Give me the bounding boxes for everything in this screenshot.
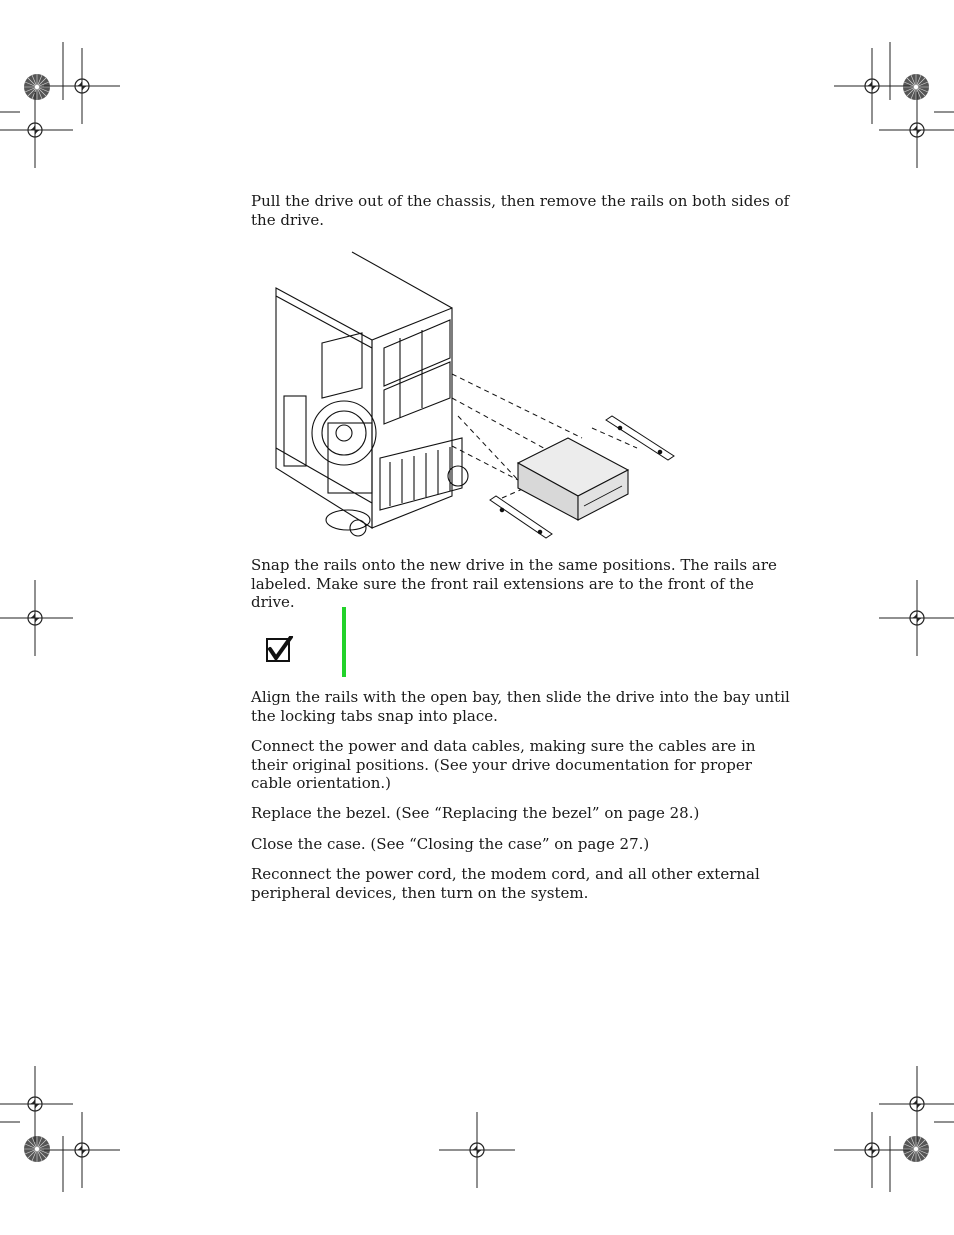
drive-removal-illustration [262,248,692,544]
step-2-text: Snap the rails onto the new drive in the same positions. The rails are labeled. Make sure the front rail extensions are to the front of the drive. [251,556,777,611]
checkmark-note-icon [264,636,294,666]
step-7-text: Reconnect the power cord, the modem cord, and all other external peripheral devices, then turn on the system. [251,865,760,902]
step-1-text: Pull the drive out of the chassis, then remove the rails on both sides of the drive. [251,192,790,229]
note-accent-bar [342,607,346,677]
step-6-text: Close the case. (See “Closing the case” on page 27.) [251,835,650,853]
step-5-text: Replace the bezel. (See “Replacing the bezel” on page 28.) [251,804,700,822]
step-4-text: Connect the power and data cables, making sure the cables are in their original positions. (See your drive documentation for proper cable orientation.) [251,737,756,792]
step-3-text: Align the rails with the open bay, then slide the drive into the bay until the locking tabs snap into place. [251,688,790,725]
